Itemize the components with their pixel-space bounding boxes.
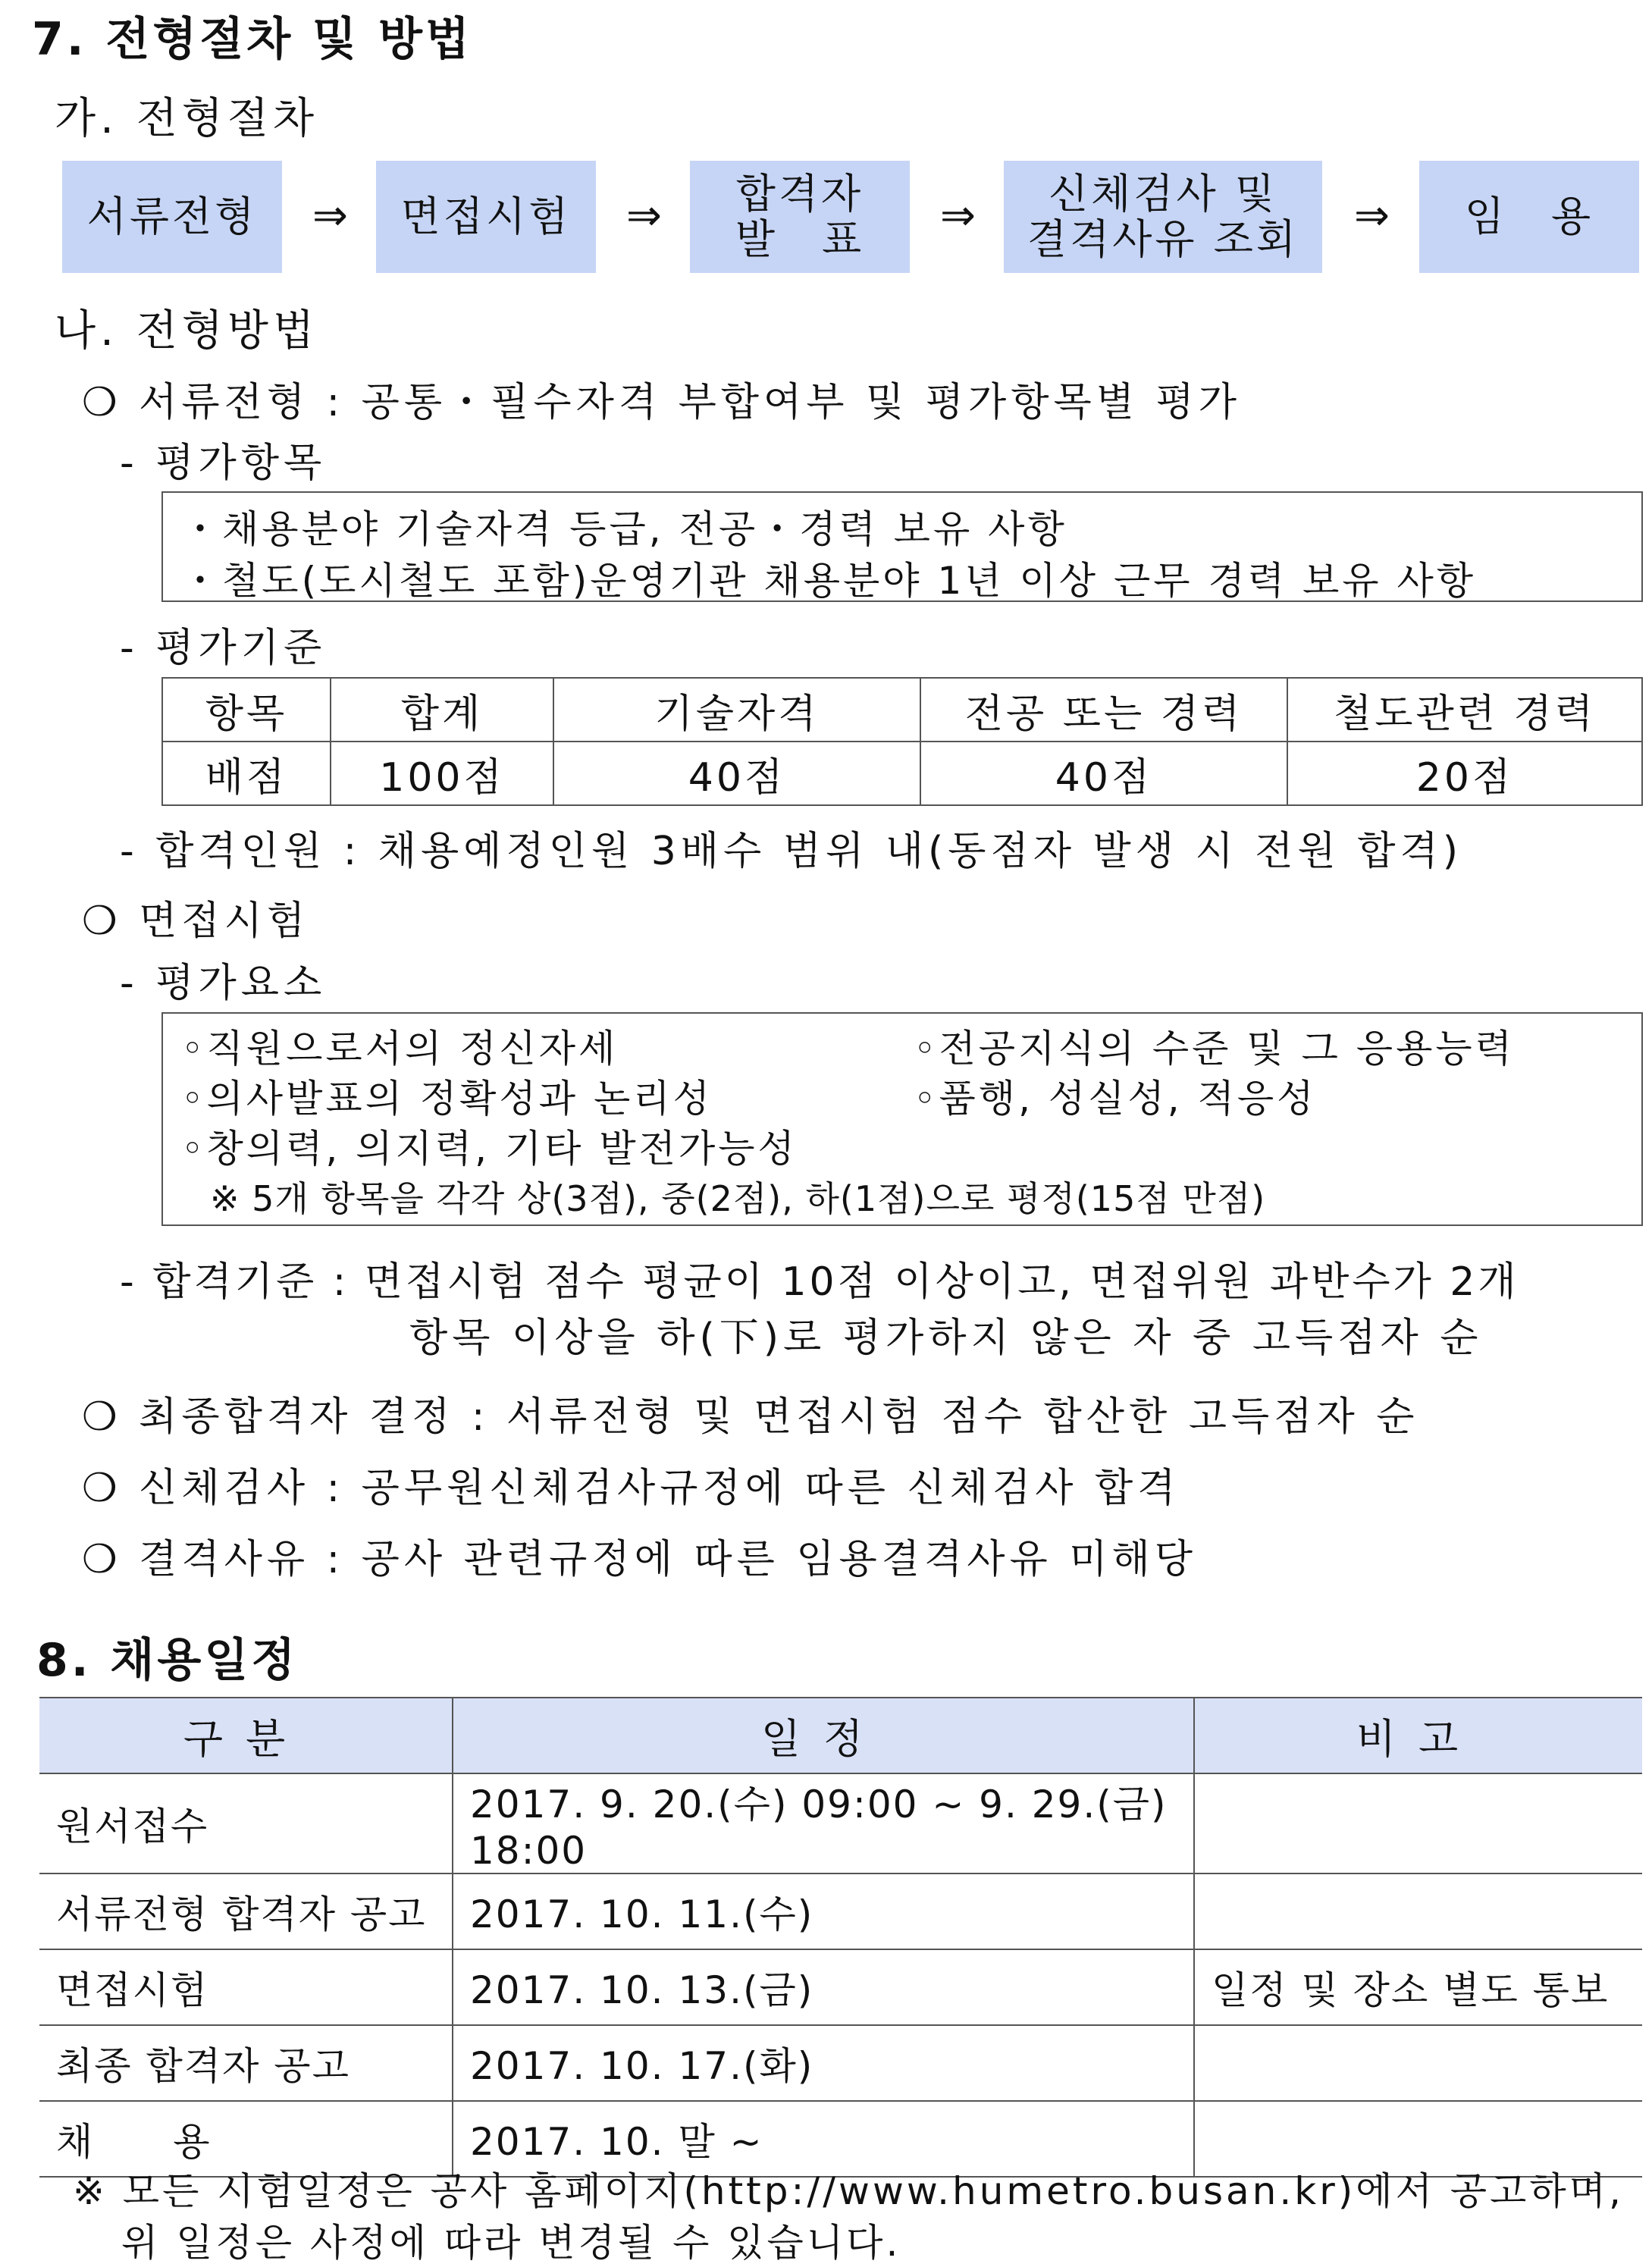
disqualification-bullet: ❍ 결격사유 : 공사 관련규정에 따른 임용결격사유 미해당	[82, 1537, 1197, 1582]
criteria-header-cell: 합계	[331, 678, 553, 742]
table-row	[39, 1698, 1642, 1773]
evaluation-element: ◦전공지식의 수준 및 그 응용능력	[914, 1027, 1515, 1071]
criteria-header-cell: 전공 또는 경력	[920, 678, 1287, 742]
subsection-method-title: 나. 전형방법	[55, 306, 319, 356]
criteria-cell: 40점	[553, 742, 920, 805]
evaluation-element: ◦의사발표의 정확성과 논리성	[181, 1077, 713, 1121]
evaluation-items-label: - 평가항목	[120, 441, 327, 486]
schedule-cell	[1194, 2025, 1642, 2101]
flow-step-announcement: 합격자 발 표	[690, 161, 910, 273]
flow-arrow-icon: ⇒	[312, 191, 348, 240]
scoring-note: ※ 5개 항목을 각각 상(3점), 중(2점), 하(1점)으로 평정(15점 만점)	[210, 1178, 1266, 1219]
criteria-header-cell: 철도관련 경력	[1287, 678, 1642, 742]
schedule-cell	[1194, 1773, 1642, 1873]
table-row	[39, 1873, 1642, 1949]
schedule-cell: 채 용	[39, 2101, 453, 2177]
schedule-cell: 2017. 10. 13.(금)	[453, 1949, 1194, 2025]
schedule-cell: 원서접수	[39, 1773, 453, 1873]
flow-arrow-icon: ⇒	[940, 191, 976, 240]
pass-count-text: - 합격인원 : 채용예정인원 3배수 범위 내(동점자 발생 시 전원 합격)	[120, 829, 1463, 874]
criteria-cell: 배점	[162, 742, 331, 805]
evaluation-criteria-label: - 평가기준	[120, 626, 327, 671]
criteria-cell: 20점	[1287, 742, 1642, 805]
table-row	[39, 1949, 1642, 2025]
flow-step-document: 서류전형	[62, 161, 282, 273]
evaluation-items-box	[161, 491, 1643, 602]
criteria-cell: 100점	[331, 742, 553, 805]
schedule-cell: 면접시험	[39, 1949, 453, 2025]
schedule-cell: 최종 합격자 공고	[39, 2025, 453, 2101]
schedule-note-line1: ※ 모든 시험일정은 공사 홈페이지(http://www.humetro.busan.kr)에서 공고하며,	[73, 2169, 1624, 2213]
evaluation-elements-box	[161, 1012, 1643, 1226]
schedule-header-cell: 일정	[453, 1698, 1194, 1773]
criteria-header-cell: 항목	[162, 678, 331, 742]
final-decision-bullet: ❍ 최종합격자 결정 : 서류전형 및 면접시험 점수 합산한 고득점자 순	[82, 1394, 1419, 1440]
interview-bullet: ❍ 면접시험	[82, 898, 310, 944]
schedule-header-cell: 구분	[39, 1698, 453, 1773]
flow-arrow-icon: ⇒	[1354, 191, 1390, 240]
criteria-cell: 40점	[920, 742, 1287, 805]
schedule-cell: 2017. 9. 20.(수) 09:00 ~ 9. 29.(금) 18:00	[453, 1773, 1194, 1873]
schedule-cell: 2017. 10. 17.(화)	[453, 2025, 1194, 2101]
schedule-cell	[1194, 1873, 1642, 1949]
schedule-cell: 2017. 10. 11.(수)	[453, 1873, 1194, 1949]
procedure-flow	[62, 161, 1639, 273]
schedule-table	[39, 1697, 1642, 2178]
criteria-header-cell: 기술자격	[553, 678, 920, 742]
pass-criteria-line1: - 합격기준 : 면접시험 점수 평균이 10점 이상이고, 면접위원 과반수가 2개	[120, 1259, 1519, 1305]
flow-step-physical-check: 신체검사 및 결격사유 조회	[1004, 161, 1322, 273]
flow-step-appointment: 임 용	[1419, 161, 1639, 273]
flow-step-interview: 면접시험	[376, 161, 596, 273]
table-row	[39, 2025, 1642, 2101]
evaluation-element: ◦품행, 성실성, 적응성	[914, 1077, 1317, 1121]
schedule-cell: 서류전형 합격자 공고	[39, 1873, 453, 1949]
schedule-cell: 2017. 10. 말 ~	[453, 2101, 1194, 2177]
subsection-procedure-title: 가. 전형절차	[55, 94, 319, 143]
schedule-header-cell: 비고	[1194, 1698, 1642, 1773]
evaluation-item: ・채용분야 기술자격 등급, 전공・경력 보유 사항	[181, 507, 1067, 551]
evaluation-elements-label: - 평가요소	[120, 961, 327, 1006]
criteria-table	[161, 677, 1643, 806]
physical-exam-bullet: ❍ 신체검사 : 공무원신체검사규정에 따른 신체검사 합격	[82, 1466, 1180, 1511]
table-row	[162, 678, 1642, 742]
schedule-note-line2: 위 일정은 사정에 따라 변경될 수 있습니다.	[121, 2221, 901, 2265]
evaluation-element: ◦창의력, 의지력, 기타 발전가능성	[181, 1127, 798, 1171]
flow-arrow-icon: ⇒	[626, 191, 662, 240]
schedule-cell: 일정 및 장소 별도 통보	[1194, 1949, 1642, 2025]
evaluation-item: ・철도(도시철도 포함)운영기관 채용분야 1년 이상 근무 경력 보유 사항	[181, 559, 1477, 603]
table-row	[162, 742, 1642, 805]
table-row	[39, 1773, 1642, 1873]
evaluation-element: ◦직원으로서의 정신자세	[181, 1027, 619, 1071]
section7-title: 7. 전형절차 및 방법	[32, 13, 472, 66]
section8-title: 8. 채용일정	[36, 1634, 299, 1687]
document-screening-bullet: ❍ 서류전형 : 공통・필수자격 부합여부 및 평가항목별 평가	[82, 380, 1241, 425]
pass-criteria-line2: 항목 이상을 하(下)로 평가하지 않은 자 중 고득점자 순	[409, 1315, 1483, 1361]
